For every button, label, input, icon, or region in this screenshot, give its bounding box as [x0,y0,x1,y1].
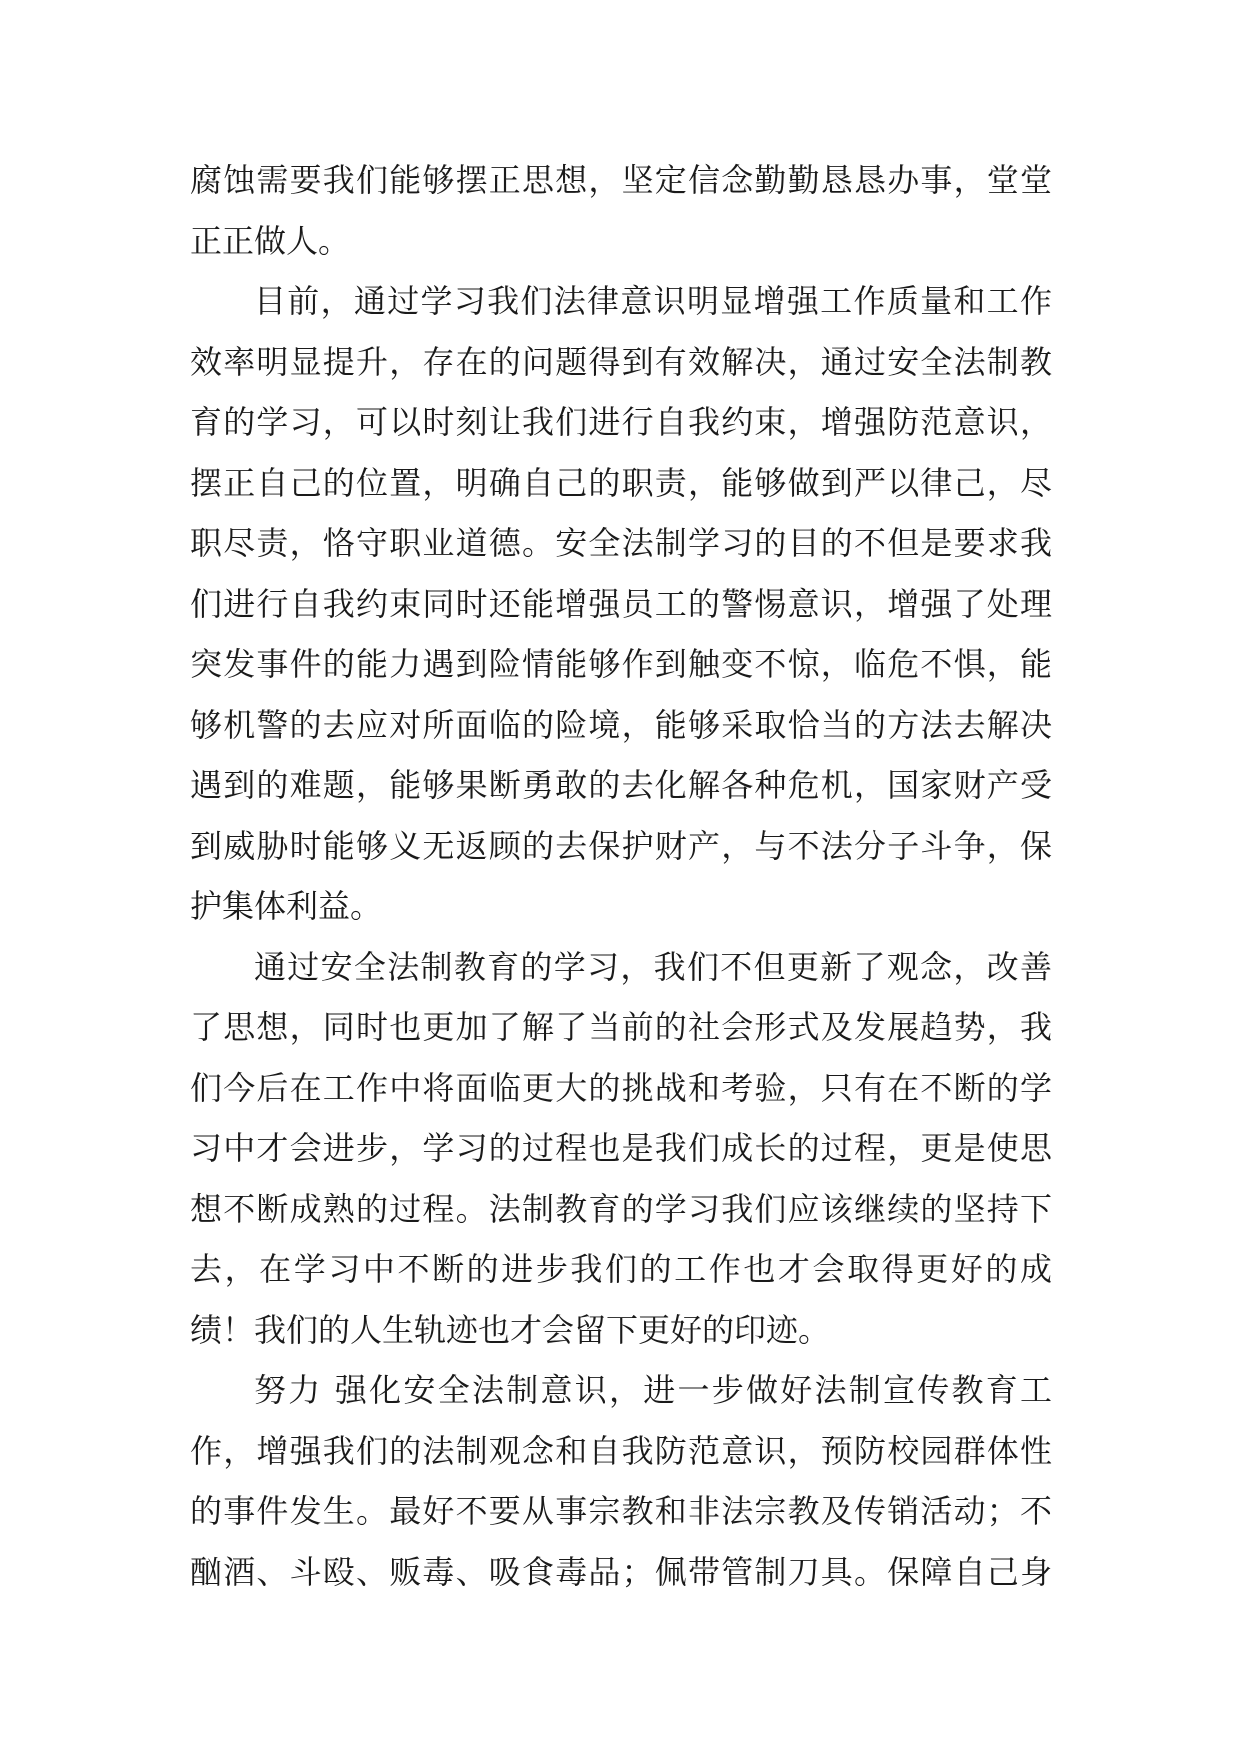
text-line: 酗酒、斗殴、贩毒、吸食毒品；佩带管制刀具。保障自己身 [190,1552,1052,1591]
text-line: 绩！我们的人生轨迹也才会留下更好的印迹。 [190,1310,831,1349]
text-line: 腐蚀需要我们能够摆正思想，坚定信念勤勤恳恳办事，堂堂 [190,161,1052,199]
text-line: 们进行自我约束同时还能增强员工的警惕意识，增强了处理 [190,584,1052,623]
text-line: 职尽责，恪守职业道德。安全法制学习的目的不但是要求我 [190,524,1052,562]
text-line: 到威胁时能够义无返顾的去保护财产，与不法分子斗争，保 [190,826,1052,865]
text-line: 目前，通过学习我们法律意识明显增强工作质量和工作 [254,282,1052,320]
text-line: 通过安全法制教育的学习，我们不但更新了观念，改善 [254,947,1052,986]
paragraph-3 [190,937,1052,1361]
text-line: 效率明显提升，存在的问题得到有效解决，通过安全法制教 [190,342,1052,381]
text-line: 护集体利益。 [190,887,383,925]
text-line: 作，增强我们的法制观念和自我防范意识，预防校园群体性 [190,1431,1052,1470]
text-line: 想不断成熟的过程。法制教育的学习我们应该继续的坚持下 [190,1189,1052,1228]
text-line: 遇到的难题，能够果断勇敢的去化解各种危机，国家财产受 [190,766,1052,804]
text-line: 正正做人。 [190,221,351,260]
text-line: 的事件发生。最好不要从事宗教和非法宗教及传销活动；不 [190,1492,1052,1530]
text-line: 够机警的去应对所面临的险境，能够采取恰当的方法去解决 [190,705,1052,744]
text-line: 努力 强化安全法制意识，进一步做好法制宣传教育工 [254,1371,1052,1409]
text-line: 摆正自己的位置，明确自己的职责，能够做到严以律己，尽 [190,463,1052,502]
text-line: 去，在学习中不断的进步我们的工作也才会取得更好的成 [190,1250,1052,1288]
text-line: 突发事件的能力遇到险情能够作到触变不惊，临危不惧，能 [190,645,1052,683]
text-line: 们今后在工作中将面临更大的挑战和考验，只有在不断的学 [190,1068,1052,1107]
body-text [190,150,1052,1602]
paragraph-1 [190,150,1052,271]
text-line: 育的学习，可以时刻让我们进行自我约束，增强防范意识， [190,403,1052,441]
paragraph-2 [190,271,1052,937]
paragraph-4 [190,1360,1052,1602]
text-line: 习中才会进步，学习的过程也是我们成长的过程，更是使思 [190,1129,1052,1167]
text-line: 了思想，同时也更加了解了当前的社会形式及发展趋势，我 [190,1008,1052,1046]
